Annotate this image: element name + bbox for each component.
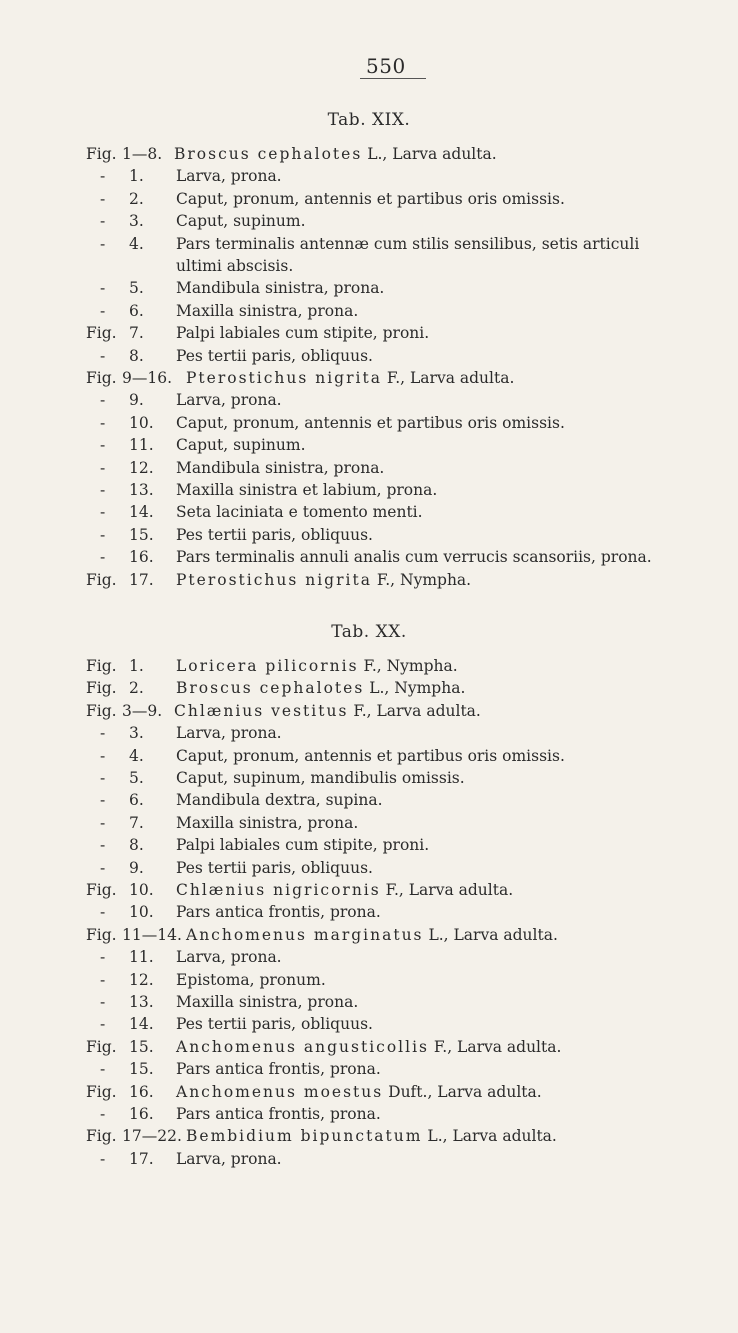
fig-description: Pars terminalis antennæ cum stilis sensilibus, setis articuli bbox=[176, 234, 640, 253]
fig-description: Larva, prona. bbox=[176, 948, 282, 967]
fig-number: 5. bbox=[129, 279, 144, 298]
fig-label: Fig. bbox=[86, 1082, 117, 1101]
fig-number: 4. bbox=[129, 234, 144, 253]
fig-label: - bbox=[100, 503, 106, 522]
fig-description bbox=[174, 143, 497, 165]
tab19-heading: Tab. XIX. bbox=[327, 110, 411, 130]
species-author: L., Larva adulta. bbox=[362, 145, 497, 163]
fig-label: - bbox=[100, 791, 106, 810]
fig-number: 14. bbox=[129, 503, 154, 522]
fig-description bbox=[176, 677, 465, 699]
fig-description: Larva, prona. bbox=[176, 391, 282, 410]
fig-label: - bbox=[100, 391, 106, 410]
fig-description: Caput, pronum, antennis et partibus oris omissis. bbox=[176, 413, 565, 432]
fig-label: - bbox=[100, 993, 106, 1011]
fig-number: 1—8. bbox=[122, 145, 163, 163]
fig-number: 15. bbox=[129, 525, 154, 544]
fig-description bbox=[186, 924, 558, 946]
fig-description bbox=[186, 1125, 557, 1147]
fig-number: 3. bbox=[129, 724, 144, 743]
fig-description: Mandibula dextra, supina. bbox=[176, 791, 383, 810]
fig-description: Mandibula sinistra, prona. bbox=[176, 279, 385, 298]
fig-number: 1. bbox=[129, 167, 144, 186]
fig-number: 11. bbox=[129, 436, 154, 455]
fig-number: 3—9. bbox=[122, 701, 163, 720]
fig-description: Maxilla sinistra et labium, prona. bbox=[176, 481, 438, 499]
fig-description: Pes tertii paris, obliquus. bbox=[176, 525, 373, 544]
species-name: Loricera pilicornis bbox=[176, 657, 359, 675]
fig-description bbox=[176, 1036, 561, 1058]
fig-number: 4. bbox=[129, 746, 144, 765]
fig-label: - bbox=[100, 858, 106, 877]
fig-number: 17. bbox=[129, 1149, 154, 1168]
fig-description bbox=[176, 569, 471, 591]
species-name: Chlænius vestitus bbox=[174, 701, 349, 720]
fig-number: 12. bbox=[129, 970, 154, 989]
fig-label: Fig. bbox=[86, 1127, 117, 1146]
fig-label: - bbox=[100, 525, 106, 544]
fig-label: - bbox=[100, 948, 106, 967]
species-author: L., Larva adulta. bbox=[422, 1127, 557, 1146]
fig-description: Larva, prona. bbox=[176, 167, 282, 186]
page-number-rule bbox=[360, 78, 426, 79]
fig-label: Fig. bbox=[86, 570, 117, 589]
fig-number: 11—14. bbox=[122, 925, 182, 944]
fig-description: Maxilla sinistra, prona. bbox=[176, 813, 359, 832]
fig-label: Fig. bbox=[86, 657, 117, 675]
fig-label: - bbox=[100, 836, 106, 855]
fig-number: 9—16. bbox=[122, 369, 173, 387]
fig-description: Caput, supinum. bbox=[176, 212, 306, 231]
species-name: Anchomenus marginatus bbox=[186, 925, 424, 944]
fig-description bbox=[176, 879, 513, 901]
fig-description: Caput, supinum, mandibulis omissis. bbox=[176, 769, 465, 787]
species-name: Pterostichus nigrita bbox=[186, 369, 382, 387]
fig-label: - bbox=[100, 746, 106, 765]
fig-description bbox=[174, 700, 481, 722]
fig-label: - bbox=[100, 769, 106, 787]
fig-label: Fig. bbox=[86, 369, 117, 387]
fig-number: 13. bbox=[129, 481, 154, 499]
species-name: Pterostichus nigrita bbox=[176, 570, 372, 589]
fig-description: Caput, pronum, antennis et partibus oris omissis. bbox=[176, 189, 565, 208]
fig-number: 12. bbox=[129, 458, 154, 477]
species-name: Anchomenus moestus bbox=[176, 1082, 384, 1101]
species-name: Bembidium bipunctatum bbox=[186, 1127, 423, 1146]
fig-number: 14. bbox=[129, 1015, 154, 1034]
fig-number: 9. bbox=[129, 391, 144, 410]
species-author: F., Larva adulta. bbox=[381, 369, 515, 387]
fig-number: 10. bbox=[129, 903, 154, 922]
fig-number: 17—22. bbox=[122, 1127, 182, 1146]
fig-description: Larva, prona. bbox=[176, 1149, 282, 1168]
fig-label: Fig. bbox=[86, 881, 117, 899]
fig-description: Palpi labiales cum stipite, proni. bbox=[176, 836, 430, 855]
fig-number: 3. bbox=[129, 212, 144, 231]
fig-description bbox=[176, 655, 458, 677]
fig-description-continued: ultimi abscisis. bbox=[176, 257, 294, 275]
fig-label: - bbox=[100, 1060, 106, 1079]
fig-label: - bbox=[100, 1149, 106, 1168]
fig-description: Seta laciniata e tomento menti. bbox=[176, 503, 423, 522]
fig-label: - bbox=[100, 724, 106, 743]
fig-label: - bbox=[100, 413, 106, 432]
species-author: Duft., Larva adulta. bbox=[383, 1082, 542, 1101]
fig-description: Pars antica frontis, prona. bbox=[176, 1060, 381, 1079]
fig-number: 10. bbox=[129, 881, 154, 899]
species-author: F., Larva adulta. bbox=[348, 701, 481, 720]
fig-description: Palpi labiales cum stipite, proni. bbox=[176, 324, 430, 343]
fig-description: Pars antica frontis, prona. bbox=[176, 1105, 381, 1123]
fig-description: Mandibula sinistra, prona. bbox=[176, 458, 385, 477]
fig-label: - bbox=[100, 212, 106, 231]
species-name: Broscus cephalotes bbox=[176, 679, 365, 698]
fig-number: 7. bbox=[129, 324, 144, 343]
fig-label: Fig. bbox=[86, 145, 117, 163]
species-name: Broscus cephalotes bbox=[174, 145, 363, 163]
fig-number: 6. bbox=[129, 301, 144, 320]
fig-description: Pes tertii paris, obliquus. bbox=[176, 858, 373, 877]
species-author: F., Nympha. bbox=[371, 570, 472, 589]
fig-label: - bbox=[100, 481, 106, 499]
fig-number: 6. bbox=[129, 791, 144, 810]
fig-description bbox=[176, 1081, 542, 1103]
fig-description: Maxilla sinistra, prona. bbox=[176, 993, 359, 1011]
fig-label: Fig. bbox=[86, 679, 117, 698]
fig-label: Fig. bbox=[86, 1037, 117, 1056]
fig-number: 5. bbox=[129, 769, 144, 787]
fig-description: Epistoma, pronum. bbox=[176, 970, 326, 989]
fig-number: 7. bbox=[129, 813, 144, 832]
fig-description: Caput, pronum, antennis et partibus oris omissis. bbox=[176, 746, 565, 765]
fig-label: - bbox=[100, 301, 106, 320]
fig-description: Pars terminalis annuli analis cum verrucis scansoriis, prona. bbox=[176, 548, 652, 567]
species-author: L., Nympha. bbox=[364, 679, 466, 698]
fig-number: 10. bbox=[129, 413, 154, 432]
fig-number: 2. bbox=[129, 189, 144, 208]
fig-number: 8. bbox=[129, 346, 144, 365]
fig-label: - bbox=[100, 436, 106, 455]
fig-label: - bbox=[100, 1105, 106, 1123]
fig-description bbox=[186, 367, 514, 389]
fig-description: Caput, supinum. bbox=[176, 436, 306, 455]
fig-label: - bbox=[100, 234, 106, 253]
fig-description: Pes tertii paris, obliquus. bbox=[176, 346, 373, 365]
fig-description: Pes tertii paris, obliquus. bbox=[176, 1015, 373, 1034]
tab20-heading: Tab. XX. bbox=[331, 622, 407, 642]
fig-description: Maxilla sinistra, prona. bbox=[176, 301, 359, 320]
fig-number: 16. bbox=[129, 1082, 154, 1101]
fig-number: 2. bbox=[129, 679, 144, 698]
fig-label: - bbox=[100, 189, 106, 208]
fig-description: Pars antica frontis, prona. bbox=[176, 903, 381, 922]
species-author: L., Larva adulta. bbox=[423, 925, 558, 944]
species-author: F., Larva adulta. bbox=[380, 881, 514, 899]
fig-label: Fig. bbox=[86, 701, 117, 720]
species-name: Chlænius nigricornis bbox=[176, 881, 381, 899]
fig-label: - bbox=[100, 548, 106, 567]
fig-number: 13. bbox=[129, 993, 154, 1011]
fig-description: Larva, prona. bbox=[176, 724, 282, 743]
fig-label: - bbox=[100, 279, 106, 298]
fig-number: 11. bbox=[129, 948, 154, 967]
fig-label: - bbox=[100, 1015, 106, 1034]
fig-number: 15. bbox=[129, 1060, 154, 1079]
fig-number: 15. bbox=[129, 1037, 154, 1056]
fig-number: 8. bbox=[129, 836, 144, 855]
fig-label: - bbox=[100, 903, 106, 922]
fig-number: 9. bbox=[129, 858, 144, 877]
fig-number: 1. bbox=[129, 657, 144, 675]
fig-number: 16. bbox=[129, 1105, 154, 1123]
species-name: Anchomenus angusticollis bbox=[176, 1037, 429, 1056]
fig-label: - bbox=[100, 167, 106, 186]
fig-label: - bbox=[100, 813, 106, 832]
species-author: F., Nympha. bbox=[358, 657, 458, 675]
fig-label: Fig. bbox=[86, 324, 117, 343]
fig-label: - bbox=[100, 458, 106, 477]
fig-label: - bbox=[100, 346, 106, 365]
fig-label: - bbox=[100, 970, 106, 989]
fig-number: 16. bbox=[129, 548, 154, 567]
fig-label: Fig. bbox=[86, 925, 117, 944]
page-number: 550 bbox=[366, 54, 406, 78]
fig-number: 17. bbox=[129, 570, 154, 589]
species-author: F., Larva adulta. bbox=[429, 1037, 562, 1056]
